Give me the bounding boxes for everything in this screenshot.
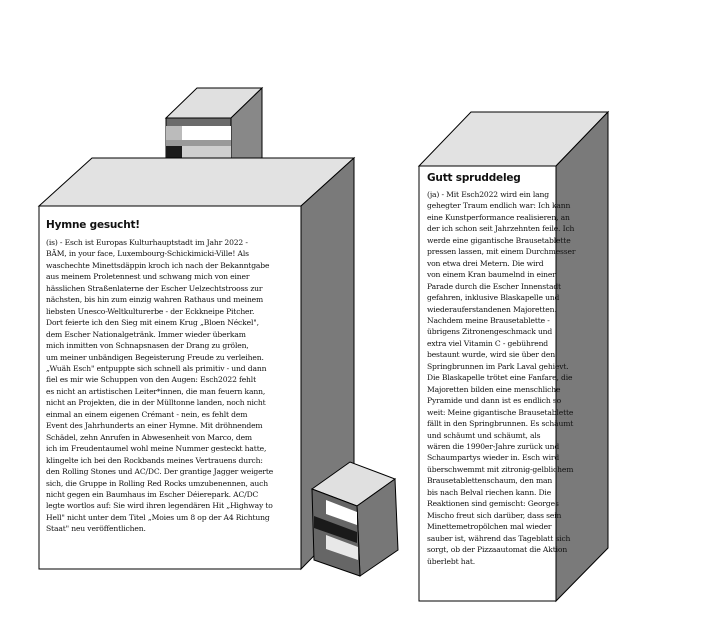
text-line: Schaumpartys wieder in. Esch wird <box>427 453 560 463</box>
text-line: bis nach Belval riechen kann. Die <box>427 487 552 497</box>
text-line: überlebt hat. <box>427 556 476 566</box>
right-article-body <box>427 189 575 567</box>
text-line: Minettemetropölchen mal wieder <box>427 522 552 532</box>
text-line: übrigens Zitronengeschmack und <box>427 327 553 337</box>
text-line: hässlichen Straßenlaterne der Escher Uelzechtstrooss zur <box>46 283 263 293</box>
text-line: fällt in den Springbrunnen. Es schäumt <box>427 419 574 429</box>
text-line: Schädel, zehn Anrufen in Abwesenheit von Marco, dem <box>46 432 252 442</box>
text-line: Nachdem meine Brausetablette - <box>427 315 550 325</box>
text-line: extra viel Vitamin C - gebührend <box>427 338 549 348</box>
text-line: klingelte ich bei den Rockbands meines Vertrauens durch: <box>46 455 263 465</box>
text-line: dem Escher Nationalgetränk. Immer wieder überkam <box>46 329 246 339</box>
text-line: liebsten Unesco-Weltkulturerbe - der Eckkneipe Pitcher. <box>46 306 255 316</box>
text-line: sorgt, ob der Pizzaautomat die Aktion <box>427 545 568 555</box>
text-line: Staat" neu veröffentlichen. <box>46 524 146 534</box>
text-line: „Wuäh Esch" entpuppte sich schnell als primitiv - und dann <box>46 363 267 373</box>
text-line: es nicht an artistischen Leiter*innen, die man feuern kann, <box>46 386 266 396</box>
text-line: wiederauferstandenen Majoretten. <box>427 304 557 314</box>
text-line: Majoretten bilden eine menschliche <box>427 384 561 394</box>
text-line: legte wortlos auf: Sie wird ihren legendären Hit „Highway to <box>46 501 273 511</box>
text-line: von etwa drei Metern. Die wird <box>427 258 544 268</box>
text-line: (ja) - Mit Esch2022 wird ein lang <box>427 190 550 199</box>
text-line: Hell" nicht unter dem Titel „Moies um 8 op der A4 Richtung <box>46 512 270 522</box>
text-line: aus meinem Proletennest und schwang mich von einer <box>46 272 250 282</box>
text-line: Mischo freut sich darüber, dass sein <box>427 510 562 520</box>
text-line: werde eine gigantische Brausetablette <box>427 235 571 245</box>
left-article-body <box>46 237 273 535</box>
text-line: von einem Kran baumelnd in einer <box>427 270 556 280</box>
text-line: Dort feierte ich den Sieg mit einem Krug „Bloen Néckel", <box>46 318 259 328</box>
text-line: Event des Jahrhunderts an einer Hymne. Mit dröhnendem <box>46 421 263 431</box>
text-line: nächsten, bis hin zum einzig wahren Rathaus und meinem <box>46 295 264 305</box>
text-line: Springbrunnen im Park Laval gehievt. <box>427 361 569 371</box>
text-line: ich im Freudentaumel wohl meine Nummer gesteckt hatte, <box>46 444 267 454</box>
text-line: bestaunt wurde, wird sie über den <box>427 350 555 360</box>
text-line: der ich schon seit Jahrzehnten feile. Ich <box>427 224 575 234</box>
text-line: sauber ist, während das Tageblatt sich <box>427 533 571 543</box>
text-line: gefahren, inklusive Blaskapelle und <box>427 293 560 303</box>
text-line: eine Kunstperformance realisieren, an <box>427 212 570 222</box>
text-line: sich, die Gruppe in Rolling Red Rocks umzubenennen, auch <box>46 478 269 488</box>
text-line: Brausetablettenschaum, den man <box>427 476 553 486</box>
text-line: nicht an Projekten, die in der Mülltonne landen, noch nicht <box>46 398 266 408</box>
text-line: und schäumt und schäumt, als <box>427 430 541 440</box>
right-article-title: Gutt spruddeleg <box>427 172 521 184</box>
text-line: weit: Meine gigantische Brausetablette <box>427 407 574 417</box>
text-line: (is) - Esch ist Europas Kulturhauptstadt im Jahr 2022 - <box>46 238 248 247</box>
text-line: gehegter Traum endlich war: Ich kann <box>427 201 571 211</box>
text-line: BÄM, in your face, Luxembourg-Schickimicki-Ville! Als <box>46 249 249 259</box>
text-line: um meiner unbändigen Begeisterung Freude zu verleihen. <box>46 352 264 362</box>
text-line: nicht gegen ein Baumhaus im Escher Déierepark. AC/DC <box>46 489 259 499</box>
text-line: überschwemmt mit zitronig-gelblichem <box>427 464 574 474</box>
text-line: Die Blaskapelle trötet eine Fanfare, die <box>427 373 573 383</box>
text-line: einmal an einem eigenen Crémant - nein, es fehlt dem <box>46 409 248 419</box>
text-line: waschechte Minettsdäppin kroch ich nach der Bekanntgabe <box>46 260 270 270</box>
text-line: den Rolling Stones und AC/DC. Der grantige Jagger weigerte <box>46 467 274 477</box>
text-line: Reaktionen sind gemischt: Georges <box>427 499 559 509</box>
text-line: Pyramide und dann ist es endlich so <box>427 396 562 406</box>
text-line: pressen lassen, mit einem Durchmesser <box>427 247 576 257</box>
text-line: fiel es mir wie Schuppen von den Augen: Esch2022 fehlt <box>46 375 256 385</box>
text-line: Parade durch die Escher Innenstadt <box>427 281 561 291</box>
left-article-title: Hymne gesucht! <box>46 219 140 231</box>
text-line: wären die 1990er-Jahre zurück und <box>427 441 560 451</box>
text-line: mich inmitten von Schnapsnasen der Drang zu grölen, <box>46 341 249 351</box>
